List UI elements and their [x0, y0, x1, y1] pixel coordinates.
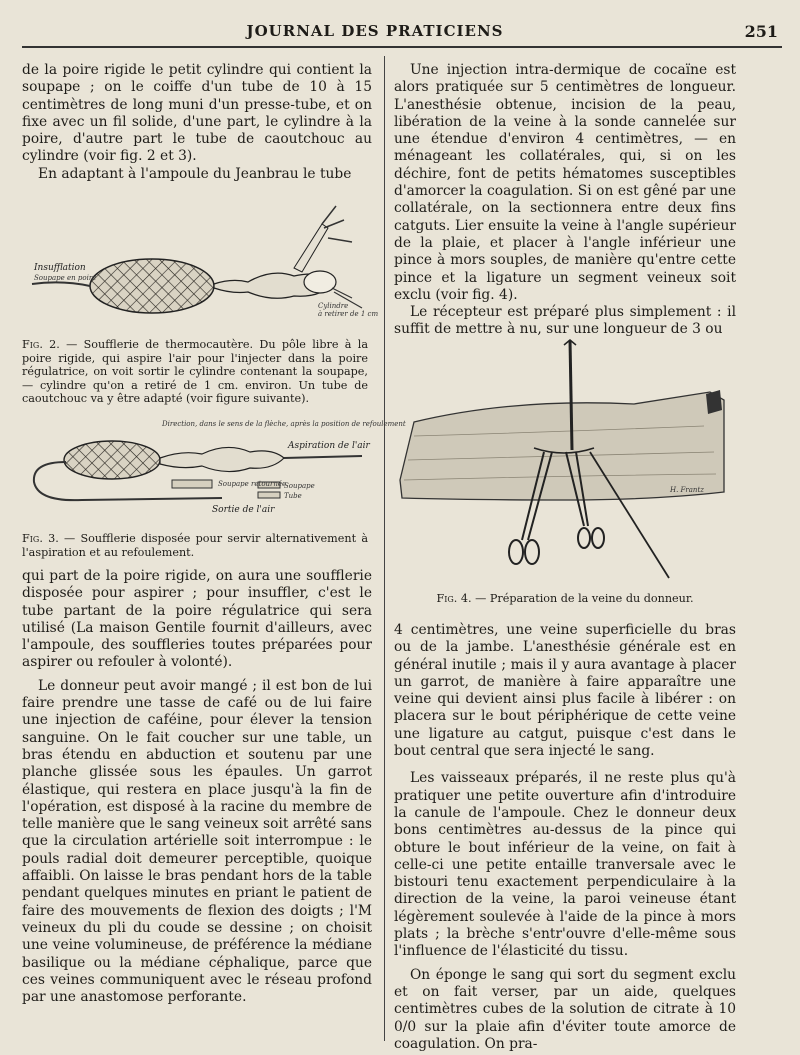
- fig2-label-cylindre: Cylindre: [318, 302, 349, 310]
- right-paragraph-5: On éponge le sang qui sort du segment exclu et on fait verser, par un aide, quelques centimètres cubes de la solution de citrate à 10 0/0 sur la plaie afin d'éviter toute amorce de coagulation. On pra-: [394, 966, 736, 1052]
- veine-donneur-drawing: [394, 340, 736, 586]
- right-paragraph-2: Le récepteur est préparé plus simplement : il suffit de mettre à nu, sur une longueur de 3 ou: [394, 304, 736, 338]
- fig3-label-aspiration: Aspiration de l'air: [288, 441, 370, 451]
- figure-4-caption: [394, 592, 736, 606]
- page-number: 251: [744, 22, 778, 41]
- figure-3-illustration: [22, 418, 406, 530]
- figure-4-illustration: [394, 340, 736, 586]
- header-rule: [22, 46, 782, 48]
- column-divider: [384, 56, 385, 1041]
- left-column-top: [22, 62, 372, 183]
- right-paragraph-3: 4 centimètres, une veine superficielle du bras ou de la jambe. L'anesthésie générale est en général inutile ; mais il y aura avantage à placer un garrot, de manière à faire apparaître une veine qui devient ainsi plus facile à libérer : on placera sur le bout périphérique de cette veine une ligature au catgut, puisque c'est dans le bout central que sera injecté le sang.: [394, 622, 736, 760]
- left-paragraph-4: Le donneur peut avoir mangé ; il est bon de lui faire prendre une tasse de café ou de lui faire une injection de caféine, pour élever la tension sanguine. On le fait coucher sur une table, un bras étendu en abduction et soutenu par une planche glissée sous les épaules. Un garrot élastique, qui restera en place jusqu'à la fin de l'opération, est disposé à la racine du membre de telle manière que le sang veineux soit arrêté sans que la circulation artérielle soit interrompue : le pouls radial doit demeurer perceptible, quoique affaibli. On laisse le bras pendant hors de la table pendant quelques minutes en priant le patient de faire des mouvements de flexion des doigts ; l'M veineux du pli du coude se dessine ; on choisit une veine volumineuse, de préférence la médiane basilique ou la médiane céphalique, parce que ces veines communiquent avec le réseau profond par une anastomose perforante.: [22, 677, 372, 1006]
- right-column-top: [394, 62, 736, 339]
- figure-2-illustration: [22, 198, 379, 333]
- fig3-caption-text: — Soufflerie disposée pour servir alternativement à l'aspiration et au refoulement.: [22, 532, 368, 559]
- left-paragraph-3: qui part de la poire rigide, on aura une soufflerie disposée pour aspirer ; pour insuffler, c'est le tube partant de la poire régulatrice qui sera utilisé (La maison Gentile fournit d'ailleurs, avec l'ampoule, des souffleries toutes préparées pour aspirer ou refouler à volonté).: [22, 568, 372, 671]
- fig2-label-cylindre-2: à retirer de 1 cm: [318, 310, 379, 318]
- fig3-label-tube: Tube: [284, 492, 302, 500]
- figure-2-caption: [22, 338, 368, 406]
- soufflerie-thermocautere-drawing: [22, 198, 379, 333]
- fig3-label-sortie: Sortie de l'air: [212, 505, 275, 515]
- fig4-caption-lead: Fig. 4.: [436, 592, 472, 605]
- soufflerie-aspiration-drawing: [22, 418, 406, 530]
- figure-3-caption: [22, 532, 368, 559]
- fig4-caption-text: — Préparation de la veine du donneur.: [475, 592, 694, 605]
- running-header: [20, 16, 778, 44]
- right-paragraph-4: Les vaisseaux préparés, il ne reste plus qu'à pratiquer une petite ouverture afin d'introduire la canule de l'ampoule. Chez le donneur deux bons centimètres au-dessus de la pince qui obture le bout inférieur de la veine, on fait à celle-ci une petite entaille tranversale avec le bistouri tenu exactement perpendiculaire à la direction de la veine, la paroi veineuse étant légèrement soulevée à l'aide de la pince à mors plats ; la brèche s'entr'ouvre d'elle-même sous l'influence de l'élasticité du tissu.: [394, 770, 736, 960]
- fig3-label-soupape: Soupape: [284, 482, 315, 490]
- journal-title: JOURNAL DES PRATICIENS: [246, 22, 504, 40]
- fig3-label-soupape-retournee: Soupape retournée: [218, 480, 287, 488]
- right-column-bottom: [394, 622, 736, 1053]
- fig4-artist-signature: H. Frantz: [670, 486, 704, 494]
- fig3-label-top: Direction, dans le sens de la flèche, après la position de refoulement: [162, 420, 406, 428]
- fig2-caption-text: — Soufflerie de thermocautère. Du pôle libre à la poire rigide, qui aspire l'air pour l'injecter dans la poire régulatrice, on voit sortir le cylindre contenant la soupape, — cylindre qu'on a retiré de 1 cm. environ. Un tube de caoutchouc va y être adapté (voir figure suivante).: [22, 338, 368, 405]
- right-paragraph-1: Une injection intra-dermique de cocaïne est alors pratiquée sur 5 centimètres de longueur. L'anesthésie obtenue, incision de la peau, libération de la veine à la sonde cannelée sur une étendue d'environ 4 centimètres, — en ménageant les collatérales, qui, si on les déchire, font de petits hématomes susceptibles d'amorcer la coagulation. Si on est gêné par une collatérale, on la sectionnera entre deux fins catguts. Lier ensuite la veine à l'angle supérieur de la plaie, et placer à l'angle inférieur une pince à mors souples, de manière qu'entre cette pince et la ligature un segment veineux soit exclu (voir fig. 4).: [394, 62, 736, 303]
- fig2-caption-lead: Fig. 2.: [22, 338, 60, 351]
- fig2-label-insufflation: Insufflation: [34, 263, 86, 273]
- left-paragraph-1: de la poire rigide le petit cylindre qui contient la soupape ; on le coiffe d'un tube de 10 à 15 centimètres de long muni d'un presse-tube, et on fixe avec un fil solide, d'une part, le cylindre à la poire, d'autre part le tube de caoutchouc au cylindre (voir fig. 2 et 3).: [22, 62, 372, 165]
- left-paragraph-2: En adaptant à l'ampoule du Jeanbrau le tube: [38, 165, 352, 182]
- left-column-bottom: [22, 568, 372, 1006]
- fig2-label-soupape: Soupape en poire: [34, 274, 97, 282]
- fig3-caption-lead: Fig. 3.: [22, 532, 59, 545]
